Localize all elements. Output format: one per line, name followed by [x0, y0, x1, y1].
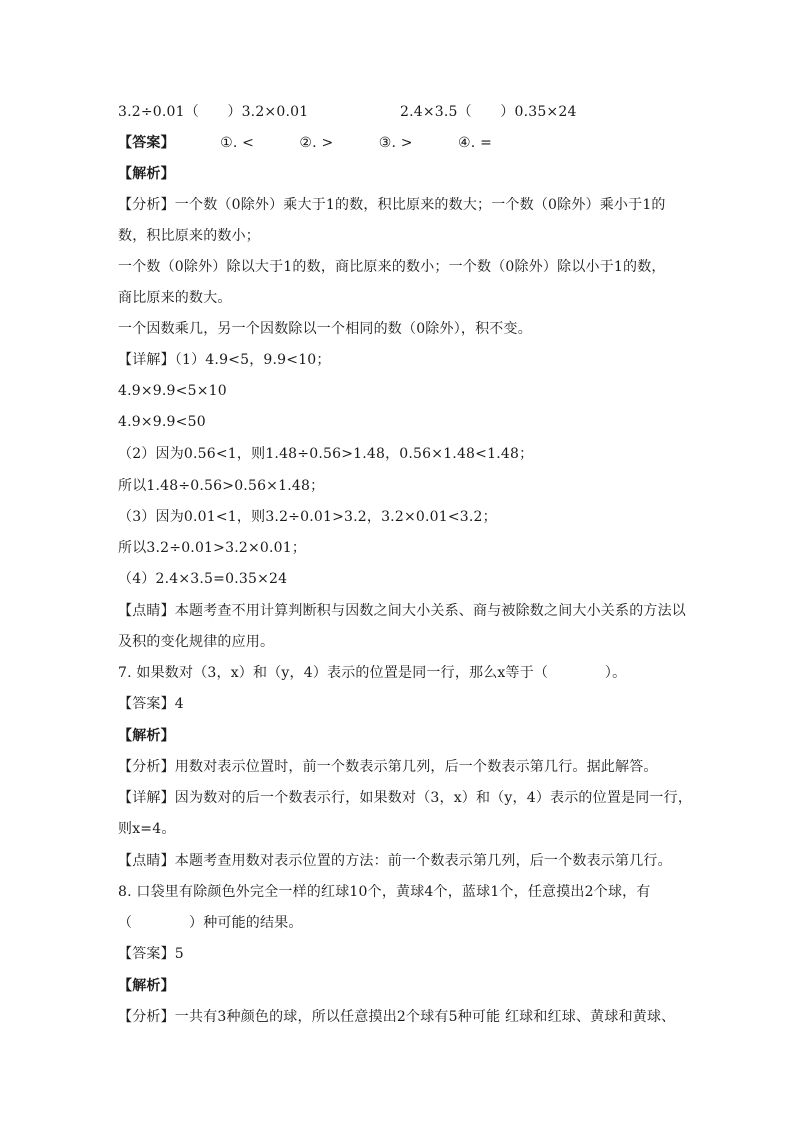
detail-text-line: 所以3.2÷0.01>3.2×0.01；	[118, 540, 307, 556]
detail-text-line: 4.9×9.9<50	[118, 414, 206, 430]
analysis-text-line: 一个数（0除外）除以大于1的数，商比原来的数小；一个数（0除外）除以小于1的数，	[118, 259, 666, 275]
question-6-row	[118, 102, 682, 122]
answer-6-item-4: ④. =	[458, 135, 492, 151]
detail-text-line: （2）因为0.56<1，则1.48÷0.56>1.48，0.56×1.48<1.48；	[118, 446, 534, 462]
detail-text-line: （3）因为0.01<1，则3.2÷0.01>3.2，3.2×0.01<3.2；	[118, 509, 497, 525]
analysis-text-line: 数，积比原来的数小；	[118, 228, 260, 244]
analysis-text-line: 【分析】一共有3种颜色的球，所以任意摸出2个球有5种可能 红球和红球、黄球和黄球、	[118, 1009, 676, 1025]
answer-7-text: 【答案】4	[118, 696, 184, 712]
analysis-heading: 【解析】	[118, 978, 175, 994]
answer-6-item-2: ②. >	[299, 135, 334, 151]
question-6-part-3: 3.2÷0.01（ ）3.2×0.01	[118, 104, 309, 120]
question-8-text: （ ）种可能的结果。	[118, 915, 303, 931]
question-6-part-4: 2.4×3.5（ ）0.35×24	[400, 104, 577, 120]
analysis-heading: 【解析】	[118, 728, 175, 744]
comment-text-line: 及积的变化规律的应用。	[118, 634, 275, 650]
analysis-heading: 【解析】	[118, 166, 175, 182]
analysis-text-line: 【分析】用数对表示位置时，前一个数表示第几列，后一个数表示第几行。据此解答。	[118, 759, 658, 775]
detail-text-line: 【详解】（1）4.9<5，9.9<10；	[118, 352, 331, 368]
detail-text-line: 则x=4。	[118, 821, 176, 837]
comment-text-line: 【点睛】本题考查用数对表示位置的方法：前一个数表示第几列，后一个数表示第几行。	[118, 853, 672, 869]
answer-8-text: 【答案】5	[118, 946, 184, 962]
analysis-text-line: 【分析】一个数（0除外）乘大于1的数，积比原来的数大；一个数（0除外）乘小于1的	[118, 197, 666, 213]
comment-text-line: 【点睛】本题考查不用计算判断积与因数之间大小关系、商与被除数之间大小关系的方法以	[118, 603, 686, 619]
analysis-text-line: 一个因数乘几，另一个因数除以一个相同的数（0除外），积不变。	[118, 321, 532, 337]
detail-text-line: 4.9×9.9<5×10	[118, 383, 227, 399]
answer-6-item-3: ③. >	[378, 135, 413, 151]
answer-6-item-1: ①. <	[220, 135, 255, 151]
analysis-text-line: 商比原来的数大。	[118, 290, 232, 306]
detail-text-line: 所以1.48÷0.56>0.56×1.48；	[118, 478, 325, 494]
detail-text-line: （4）2.4×3.5=0.35×24	[118, 571, 288, 587]
answer-6-row	[118, 133, 682, 153]
question-7-text: 7. 如果数对（3，x）和（y，4）表示的位置是同一行，那么x等于（ ）。	[118, 665, 627, 681]
question-8-text: 8. 口袋里有除颜色外完全一样的红球10个，黄球4个，蓝球1个，任意摸出2个球，有	[118, 884, 651, 900]
detail-text-line: 【详解】因为数对的后一个数表示行，如果数对（3，x）和（y，4）表示的位置是同一行，	[118, 790, 693, 806]
answer-label: 【答案】	[118, 135, 175, 151]
